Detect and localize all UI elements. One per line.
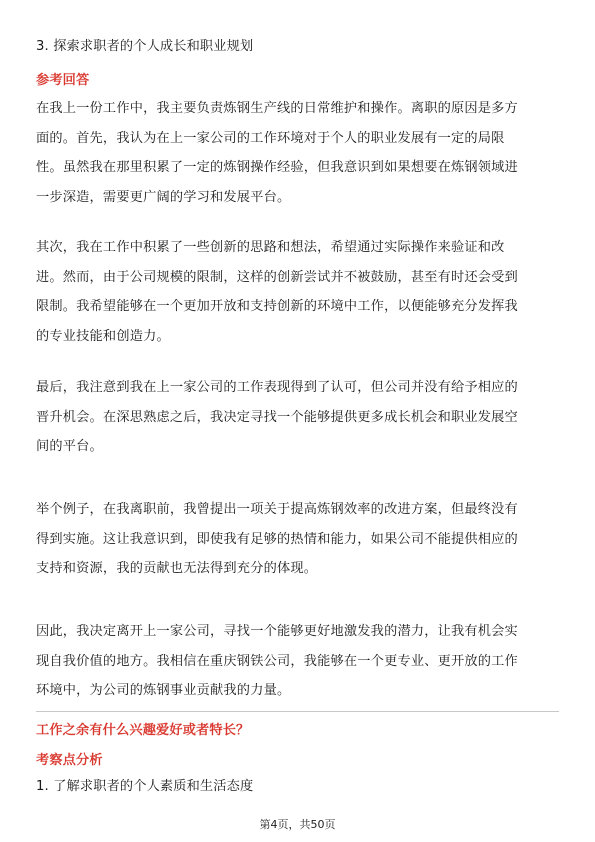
answer-paragraph-5 (36, 617, 560, 706)
answer-paragraph-4 (36, 495, 560, 584)
analysis-heading: 考察点分析 (36, 753, 103, 768)
paragraph-line: 进。然而，由于公司规模的限制，这样的创新尝试并不被鼓励，甚至有时还会受到 (36, 269, 518, 285)
paragraph-line: 支持和资源，我的贡献也无法得到充分的体现。 (36, 561, 318, 576)
paragraph-line: 最后，我注意到我在上一家公司的工作表现得到了认可，但公司并没有给予相应的 (36, 380, 518, 395)
question-title: 工作之余有什么兴趣爱好或者特长？ (36, 723, 250, 738)
page-footer: 第4页，共50页 (259, 818, 336, 831)
paragraph-line: 一步深造，需要更广阔的学习和发展平台。 (36, 189, 291, 205)
paragraph-line: 晋升机会。在深思熟虑之后，我决定寻找一个能够提供更多成长机会和职业发展空 (36, 409, 518, 425)
paragraph-line: 性。虽然我在那里积累了一定的炼钢操作经验，但我意识到如果想要在炼钢领域进 (36, 160, 518, 175)
paragraph-line: 因此，我决定离开上一家公司，寻找一个能够更好地激发我的潜力，让我有机会实 (36, 624, 518, 639)
analysis-item: 1. 了解求职者的个人素质和生活态度 (36, 779, 254, 794)
answer-heading: 参考回答 (36, 73, 90, 88)
paragraph-line: 现自我价值的地方。我相信在重庆钢铁公司，我能够在一个更专业、更开放的工作 (36, 653, 518, 669)
paragraph-line: 面的。首先，我认为在上一家公司的工作环境对于个人的职业发展有一定的局限 (36, 130, 505, 146)
section-divider (36, 711, 559, 712)
paragraph-line: 举个例子，在我离职前，我曾提出一项关于提高炼钢效率的改进方案，但最终没有 (36, 502, 518, 517)
paragraph-line: 环境中，为公司的炼钢事业贡献我的力量。 (36, 683, 291, 698)
answer-paragraph-1 (36, 94, 560, 212)
paragraph-line: 的专业技能和创造力。 (36, 328, 170, 344)
answer-paragraph-3 (36, 373, 560, 462)
paragraph-line: 在我上一份工作中，我主要负责炼钢生产线的日常维护和操作。离职的原因是多方 (36, 101, 518, 116)
paragraph-line: 限制。我希望能够在一个更加开放和支持创新的环境中工作，以便能够充分发挥我 (36, 299, 518, 314)
section-item: 3. 探索求职者的个人成长和职业规划 (36, 39, 254, 54)
paragraph-line: 间的平台。 (36, 439, 103, 454)
paragraph-line: 其次，我在工作中积累了一些创新的思路和想法，希望通过实际操作来验证和改 (36, 240, 505, 255)
answer-paragraph-2 (36, 233, 560, 351)
paragraph-line: 得到实施。这让我意识到，即使我有足够的热情和能力，如果公司不能提供相应的 (36, 531, 518, 547)
